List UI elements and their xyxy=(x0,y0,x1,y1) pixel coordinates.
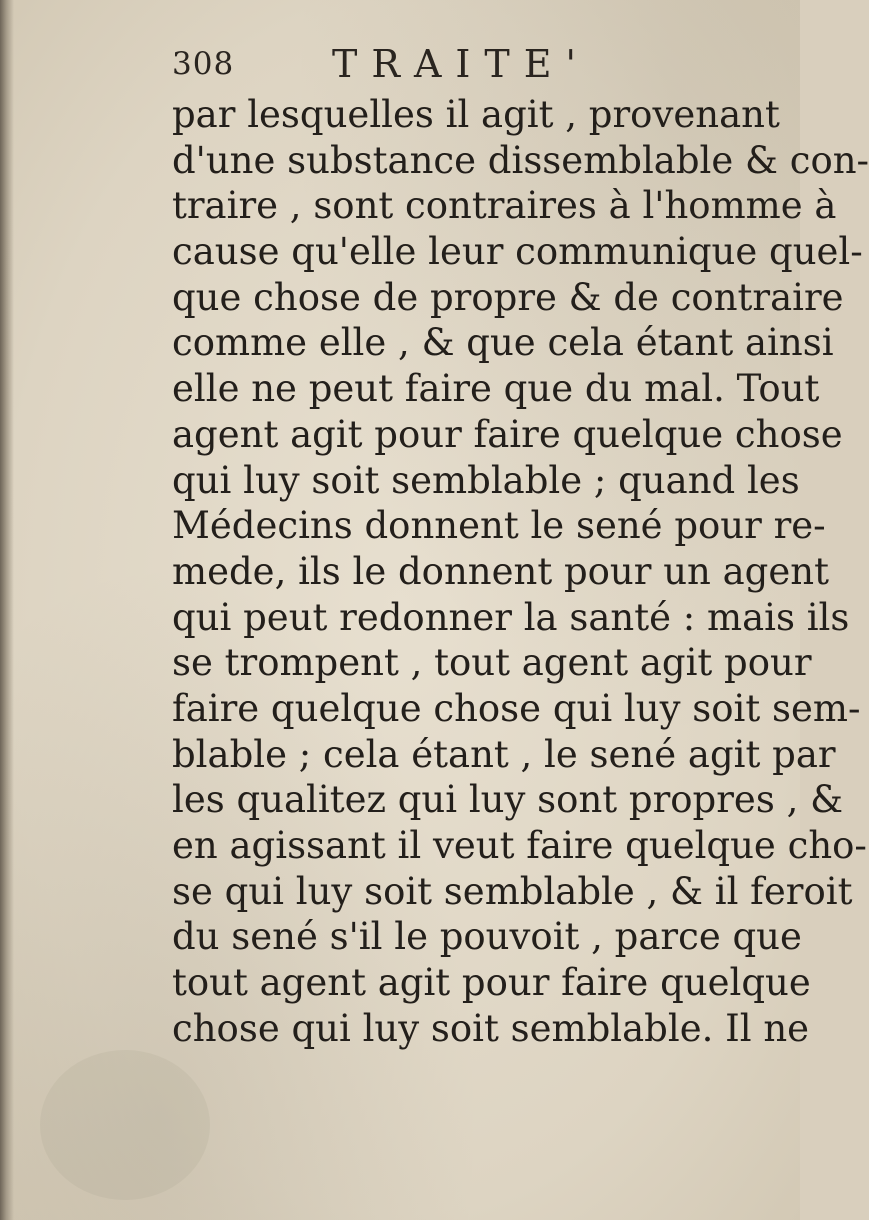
text-line-15: blable ; cela étant , le sené agit par xyxy=(172,732,836,776)
text-line-8: agent agit pour faire quelque chose xyxy=(172,412,843,456)
body-text xyxy=(172,92,869,1051)
text-line-19: du sené s'il le pouvoit , parce que xyxy=(172,915,802,959)
text-line-12: qui peut redonner la santé : mais ils xyxy=(172,595,850,639)
text-line-9: qui luy soit semblable ; quand les xyxy=(172,458,800,502)
text-line-1: par lesquelles il agit , provenant xyxy=(172,93,780,136)
running-title: TRAITE' xyxy=(332,42,590,86)
text-line-7: elle ne peut faire que du mal. Tout xyxy=(172,367,820,411)
text-line-13: se trompent , tout agent agit pour xyxy=(172,641,812,685)
text-line-2: d'une substance dissemblable & con- xyxy=(172,138,869,182)
text-line-11: mede, ils le donnent pour un agent xyxy=(172,549,829,593)
text-line-6: comme elle , & que cela étant ainsi xyxy=(172,321,834,365)
text-line-17: en agissant il veut faire quelque cho- xyxy=(172,824,867,867)
text-line-16: les qualitez qui luy sont propres , & xyxy=(172,778,844,822)
text-line-18: se qui luy soit semblable , & il feroit xyxy=(172,869,853,913)
page-number: 308 xyxy=(172,46,235,82)
text-line-21: chose qui luy soit semblable. Il ne xyxy=(172,1006,810,1050)
text-line-4: cause qu'elle leur communique quel- xyxy=(172,230,863,274)
text-line-3: traire , sont contraires à l'homme à xyxy=(172,184,837,228)
text-line-20: tout agent agit pour faire quelque xyxy=(172,961,811,1005)
text-line-14: faire quelque chose qui luy soit sem- xyxy=(172,686,861,730)
paper-stain xyxy=(40,1050,210,1200)
text-line-5: que chose de propre & de contraire xyxy=(172,275,844,319)
text-line-10: Médecins donnent le sené pour re- xyxy=(172,504,826,548)
binding-edge xyxy=(0,0,14,1220)
